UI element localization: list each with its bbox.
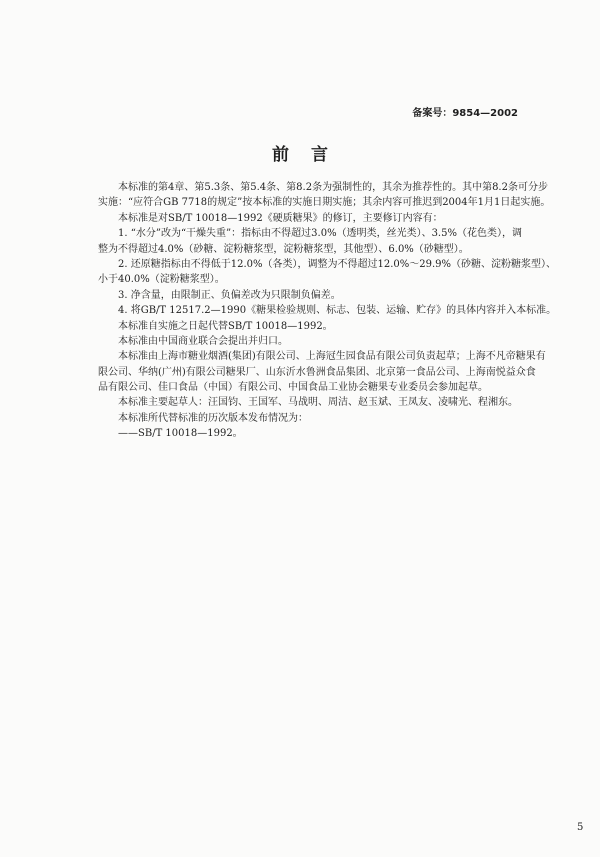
text-line: 4. 将GB/T 12517.2—1990《糖果检验规则、标志、包装、运输、贮存》的具体内容并入本标准。 xyxy=(118,305,557,317)
text-line: 本标准自实施之日起代替SB/T 10018—1992。 xyxy=(118,320,333,332)
text-line: 整为不得超过4.0%（砂糖、淀粉糖浆型，淀粉糖浆型，其他型）、6.0%（砂糖型）。 xyxy=(98,243,469,255)
text-line: 1. “水分”改为“干燥失重”：指标由不得超过3.0%（透明类，丝光类）、3.5%（花色类），调 xyxy=(118,228,522,240)
text-line: 品有限公司、佳口食品（中国）有限公司、中国食品工业协会糖果专业委员会参加起草。 xyxy=(98,382,488,394)
filing-number: 备案号：9854—2002 xyxy=(412,108,518,119)
text-line: 限公司、华纳(广州)有限公司糖果厂、山东沂水鲁洲食品集团、北京第一食品公司、上海南悦益众食 xyxy=(98,366,536,378)
text-line: 本标准由上海市糖业烟酒(集团)有限公司、上海冠生园食品有限公司负责起草；上海不凡帝糖果有 xyxy=(118,351,546,363)
text-line: 2. 还原糖指标由不得低于12.0%（各类），调整为不得超过12.0%～29.9%（砂糖、淀粉糖浆型）、 xyxy=(118,258,557,270)
foreword-body xyxy=(98,180,557,442)
text-line: 本标准由中国商业联合会提出并归口。 xyxy=(118,335,288,347)
page-title: 前言 xyxy=(272,145,350,165)
text-line: 本标准的第4章、第5.3条、第5.4条、第8.2条为强制性的，其余为推荐性的。其中第8.2条可分步 xyxy=(118,182,548,193)
text-line: 实施：“应符合GB 7718的规定”按本标准的实施日期实施；其余内容可推迟到2004年1月1日起实施。 xyxy=(98,197,551,209)
text-line: 本标准所代替标准的历次版本发布情况为： xyxy=(118,412,308,424)
text-line: 本标准主要起草人：汪国钧、王国军、马战明、周洁、赵玉斌、王凤友、凌啸光、程湘东。 xyxy=(118,397,518,409)
text-line: 3. 净含量，由限制正、负偏差改为只限制负偏差。 xyxy=(118,289,341,301)
text-line: 小于40.0%（淀粉糖浆型）。 xyxy=(98,274,225,286)
text-line: ——SB/T 10018—1992。 xyxy=(118,428,243,440)
text-line: 本标准是对SB/T 10018—1992《硬质糖果》的修订，主要修订内容有： xyxy=(118,212,443,224)
page-number: 5 xyxy=(577,822,584,833)
